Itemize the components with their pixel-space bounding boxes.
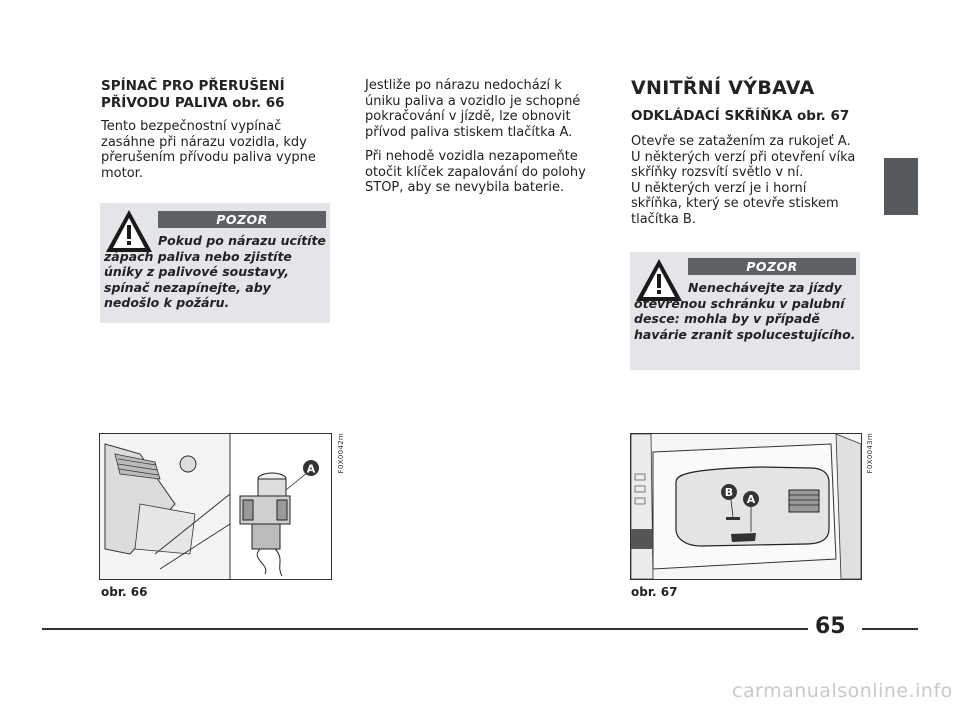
footer-rule-left: [42, 628, 808, 630]
warning-text: Pokud po nárazu ucítíte zápach paliva nebo zjistíte úniky z palivové soustavy, spínač nezapínejte, aby nedošlo k požáru.: [104, 233, 326, 310]
warning-badge: POZOR: [158, 211, 326, 228]
watermark: carmanualsonline.info: [732, 680, 953, 702]
glovebox-line-3: U některých verzí je i horní skříňka, který se otevře stiskem tlačítka B.: [631, 180, 839, 227]
callout-a-67: A: [746, 493, 756, 506]
callout-b-67: B: [724, 486, 734, 499]
glovebox-line-1: Otevře se zatažením za rukojeť A.: [631, 134, 851, 149]
figure-66: [99, 433, 332, 580]
figure-66-code: F0X0042m: [337, 433, 345, 474]
paragraph-restore: Jestliže po nárazu nedochází k úniku paliva a vozidlo je schopné pokračování v jízdě, lze obnovit přívod paliva stiskem tlačítka A.: [365, 78, 581, 140]
figure-67-caption: obr. 67: [631, 585, 678, 599]
figure-66-caption: obr. 66: [101, 585, 148, 599]
page-number: 65: [815, 614, 846, 639]
heading-line-2: PŘÍVODU PALIVA: [101, 95, 228, 111]
glovebox-line-2: U některých verzí při otevření víka skříňky rozsvítí světlo v ní.: [631, 149, 856, 180]
warning-text: Nenechávejte za jízdy otevřenou schránku v palubní desce: mohla by v případě havárie zranit spolucestujícího.: [634, 280, 856, 342]
callout-a-66: A: [306, 462, 316, 476]
paragraph: Tento bezpečnostní vypínač zasáhne při nárazu vozidla, kdy přerušením přívodu paliva vypne motor.: [101, 119, 316, 181]
warning-box-glovebox: [630, 252, 860, 370]
figure-67-code: F0X0043m: [866, 433, 874, 474]
heading-ref: obr. 66: [232, 95, 285, 111]
heading-line-1: SPÍNAČ PRO PŘERUŠENÍ: [101, 78, 285, 94]
glovebox-text: [631, 134, 861, 227]
glovebox-heading-ref: obr. 67: [797, 108, 850, 124]
chapter-tab: [884, 158, 918, 215]
footer-rule-right: [862, 628, 918, 630]
section-title: VNITŘNÍ VÝBAVA: [631, 77, 815, 99]
figure-67: [630, 433, 862, 580]
fuel-switch-illustration: [100, 434, 331, 579]
glovebox-heading: [631, 108, 861, 125]
paragraph-key: Při nehodě vozidla nezapomeňte otočit klíček zapalování do polohy STOP, aby se nevybila baterie.: [365, 149, 586, 195]
glovebox-heading-text: ODKLÁDACÍ SKŘÍŇKA: [631, 108, 793, 124]
warning-badge: POZOR: [688, 258, 856, 275]
glovebox-illustration: [631, 434, 861, 579]
fuel-cutoff-paragraph: [101, 119, 331, 190]
column-2-text: [365, 78, 600, 205]
fuel-cutoff-heading: [101, 78, 331, 112]
warning-box-fuel: [100, 203, 330, 323]
